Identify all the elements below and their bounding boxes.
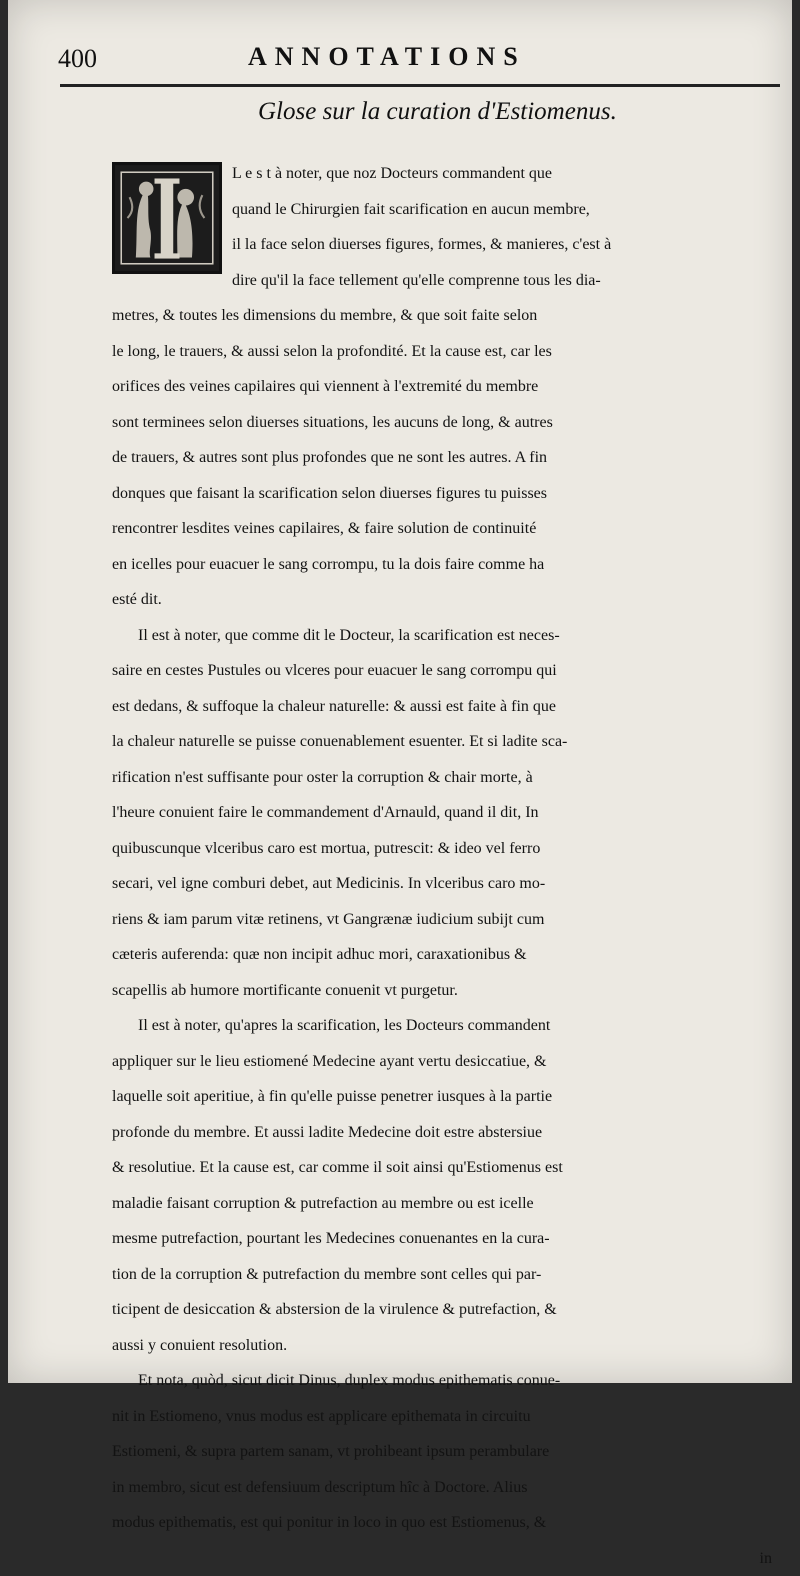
text-line: l'heure conuient faire le commandement d'Arnauld, quand il dit, In [112, 795, 792, 831]
text-line: rencontrer lesdites veines capilaires, & faire solution de continuité [112, 511, 792, 547]
text-line: orifices des veines capilaires qui viennent à l'extremité du membre [112, 369, 792, 405]
text-line: de trauers, & autres sont plus profondes que ne sont les autres. A fin [112, 440, 792, 476]
header-rule [60, 84, 780, 87]
text-line: L e s t à noter, que noz Docteurs commandent que [112, 156, 792, 192]
text-line: cæteris auferenda: quæ non incipit adhuc mori, caraxationibus & [112, 937, 792, 973]
text-line: dire qu'il la face tellement qu'elle comprenne tous les dia- [112, 263, 792, 299]
text-line: in membro, sicut est defensiuum descriptum hîc à Doctore. Alius [112, 1470, 792, 1506]
text-line: maladie faisant corruption & putrefaction au membre ou est icelle [112, 1186, 792, 1222]
text-line: est dedans, & suffoque la chaleur naturelle: & aussi est faite à fin que [112, 689, 792, 725]
book-page [8, 0, 792, 1383]
text-line: riens & iam parum vitæ retinens, vt Gangrænæ iudicium subijt cum [112, 902, 792, 938]
text-line: donques que faisant la scarification selon diuerses figures tu puisses [112, 476, 792, 512]
text-line: modus epithematis, est qui ponitur in loco in quo est Estiomenus, & [112, 1505, 792, 1541]
text-line: le long, le trauers, & aussi selon la profondité. Et la cause est, car les [112, 334, 792, 370]
text-line: scapellis ab humore mortificante conuenit vt purgetur. [112, 973, 792, 1009]
text-line: in [112, 1541, 792, 1576]
section-title: Glose sur la curation d'Estiomenus. [258, 98, 617, 126]
running-head: ANNOTATIONS [248, 42, 526, 72]
text-line: quibuscunque vlceribus caro est mortua, putrescit: & ideo vel ferro [112, 831, 792, 867]
text-line: quand le Chirurgien fait scarification en aucun membre, [112, 192, 792, 228]
text-line: aussi y conuient resolution. [112, 1328, 792, 1364]
text-line: profonde du membre. Et aussi ladite Medecine doit estre abstersiue [112, 1115, 792, 1151]
text-line: sont terminees selon diuerses situations, les aucuns de long, & autres [112, 405, 792, 441]
page-header [58, 36, 778, 76]
text-line: esté dit. [112, 582, 792, 618]
text-line: saire en cestes Pustules ou vlceres pour euacuer le sang corrompu qui [112, 653, 792, 689]
text-line: en icelles pour euacuer le sang corrompu, tu la dois faire comme ha [112, 547, 792, 583]
text-line: Il est à noter, qu'apres la scarification, les Docteurs commandent [112, 1008, 792, 1044]
text-line: appliquer sur le lieu estiomené Medecine ayant vertu desiccatiue, & [112, 1044, 792, 1080]
text-line: la chaleur naturelle se puisse conuenablement esuenter. Et si ladite sca- [112, 724, 792, 760]
text-line: ticipent de desiccation & abstersion de la virulence & putrefaction, & [112, 1292, 792, 1328]
text-line: Estiomeni, & supra partem sanam, vt prohibeant ipsum perambulare [112, 1434, 792, 1470]
page-number: 400 [58, 44, 97, 74]
text-line: & resolutiue. Et la cause est, car comme il soit ainsi qu'Estiomenus est [112, 1150, 792, 1186]
text-line: tion de la corruption & putrefaction du membre sont celles qui par- [112, 1257, 792, 1293]
text-line: Il est à noter, que comme dit le Docteur, la scarification est neces- [112, 618, 792, 654]
text-line: il la face selon diuerses figures, formes, & manieres, c'est à [112, 227, 792, 263]
text-line: Et nota, quòd, sicut dicit Dinus, duplex modus epithematis conue- [112, 1363, 792, 1399]
body-text [112, 156, 792, 1576]
text-line: secari, vel igne comburi debet, aut Medicinis. In vlceribus caro mo- [112, 866, 792, 902]
text-line: mesme putrefaction, pourtant les Medecines conuenantes en la cura- [112, 1221, 792, 1257]
text-line: metres, & toutes les dimensions du membre, & que soit faite selon [112, 298, 792, 334]
text-line: laquelle soit aperitiue, à fin qu'elle puisse penetrer iusques à la partie [112, 1079, 792, 1115]
text-line: nit in Estiomeno, vnus modus est applicare epithemata in circuitu [112, 1399, 792, 1435]
text-line: rification n'est suffisante pour oster la corruption & chair morte, à [112, 760, 792, 796]
